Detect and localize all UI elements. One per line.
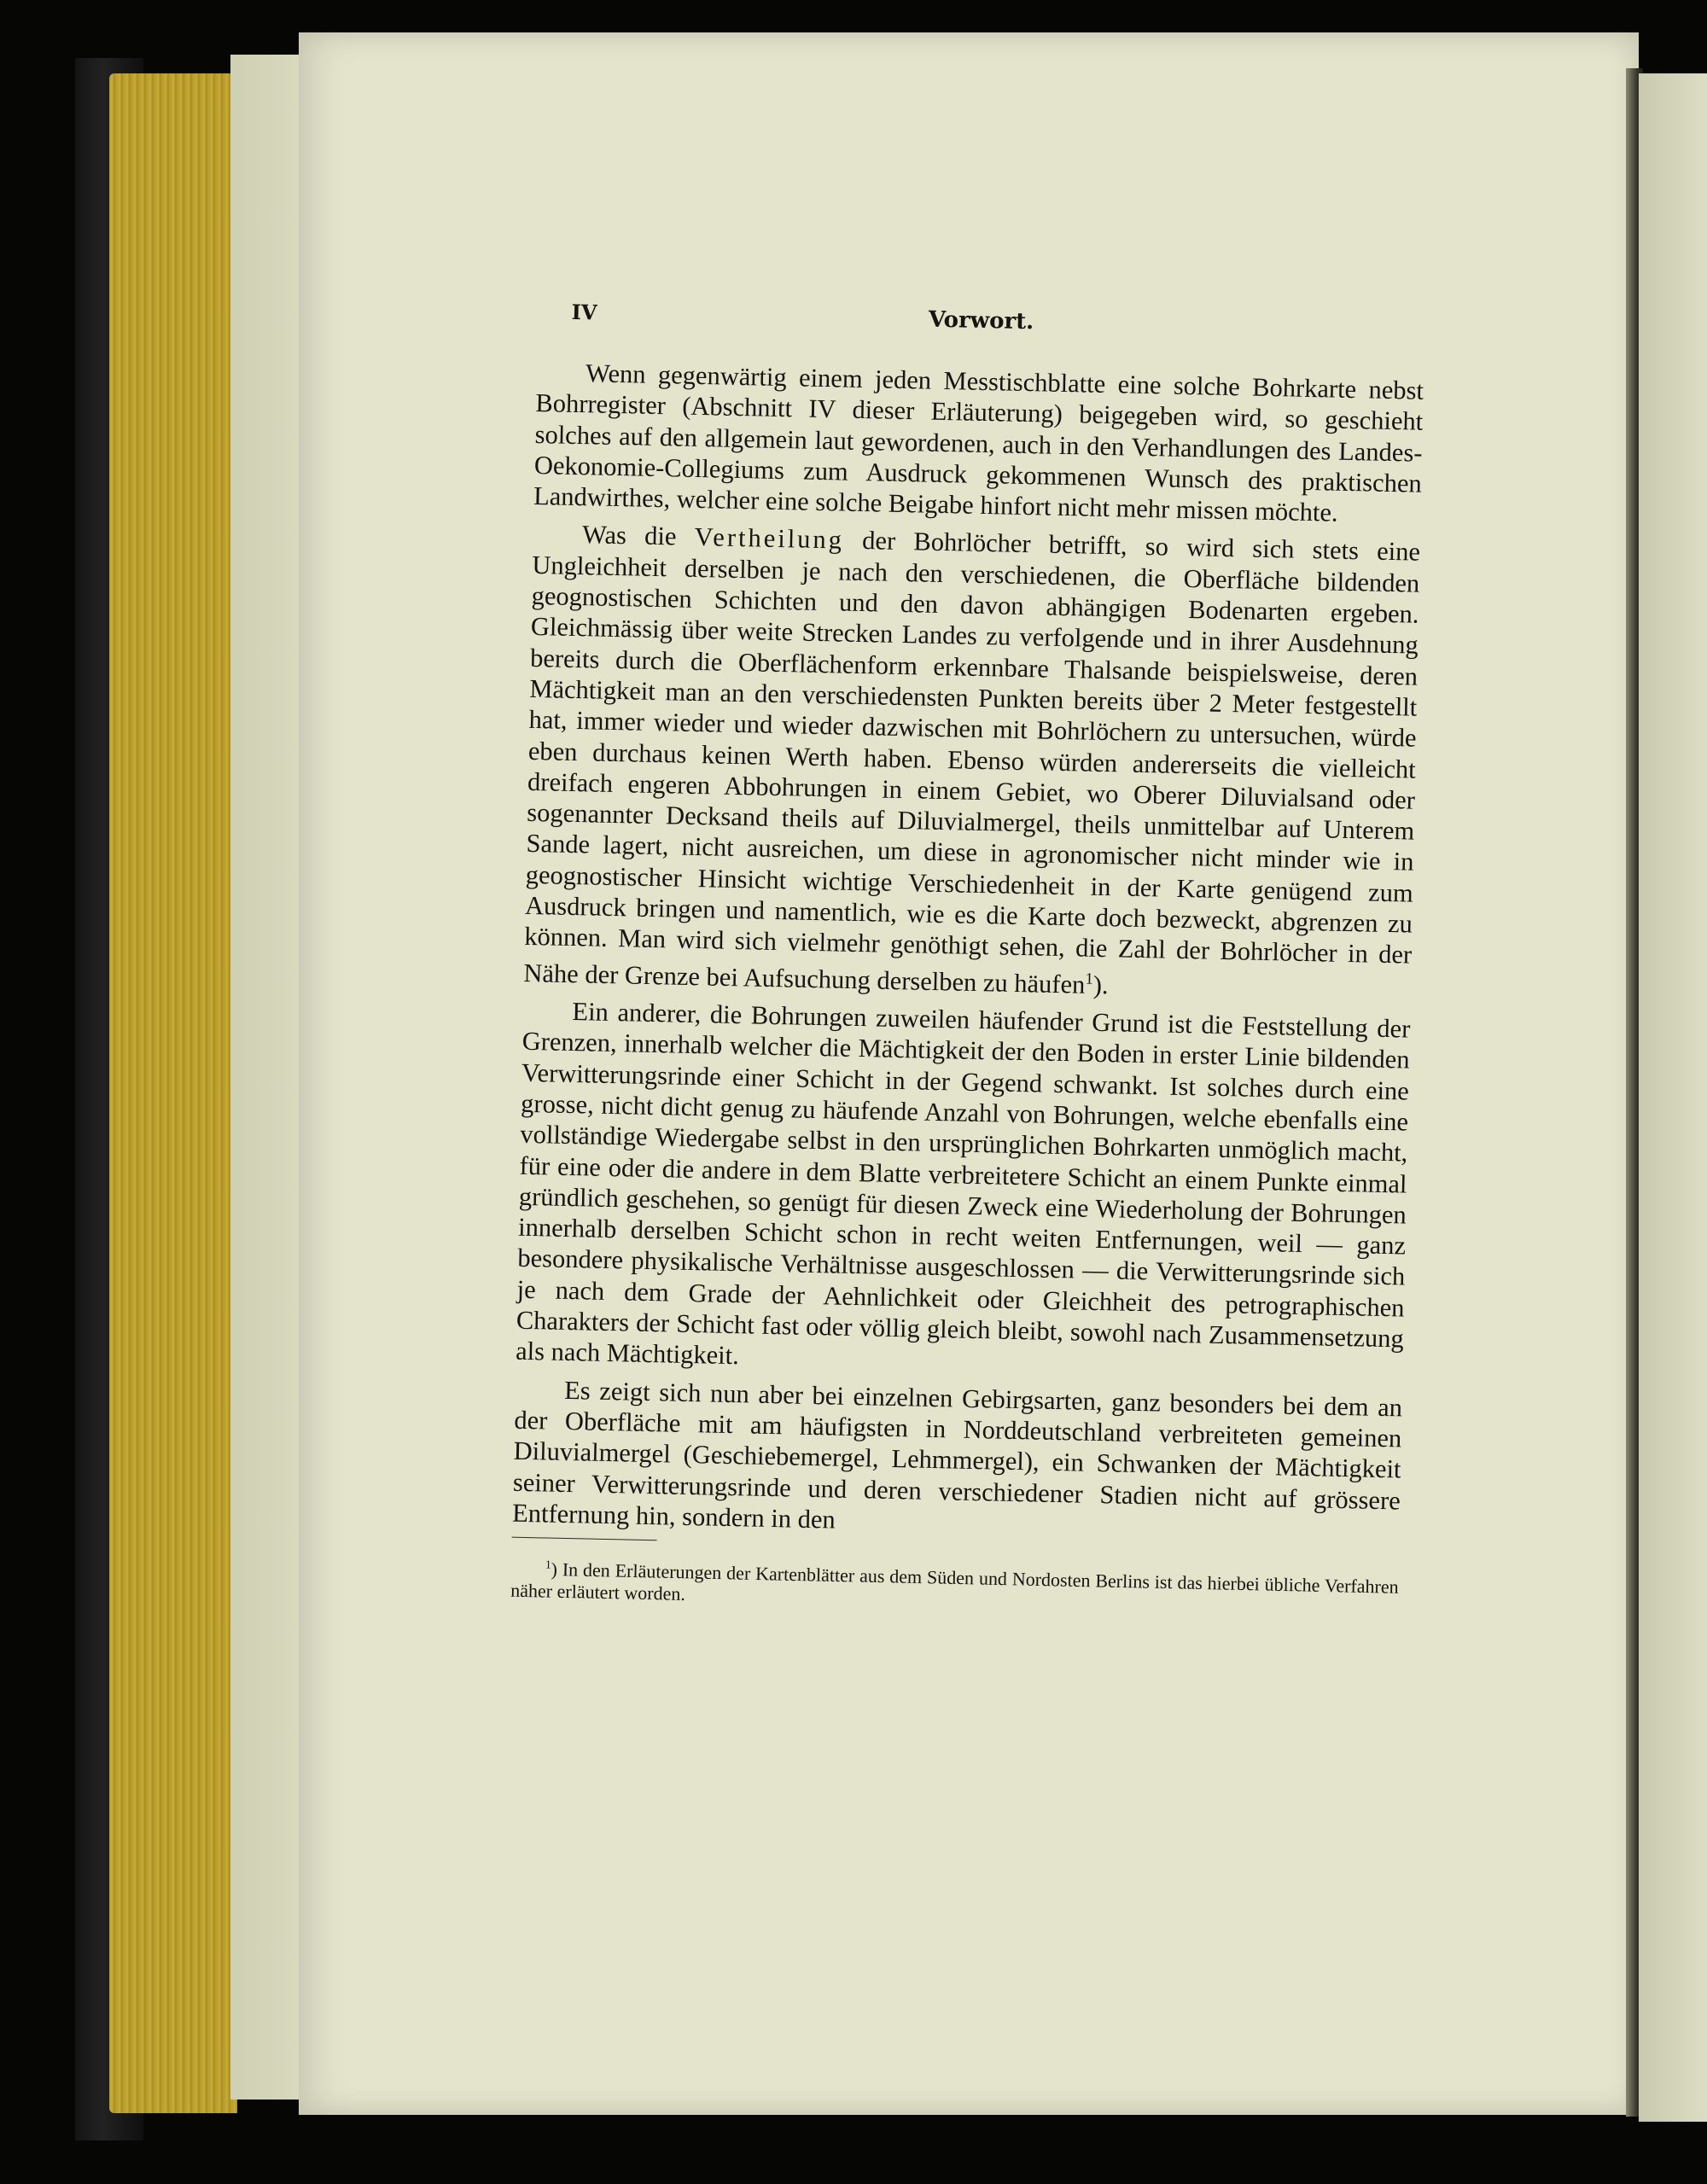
paragraph-2-lead: Was die — [581, 520, 696, 552]
footnote-mark-suffix: ) — [551, 1558, 558, 1581]
gilt-page-edges — [109, 73, 237, 2113]
footnote-divider — [512, 1537, 657, 1541]
page-number: IV — [571, 299, 597, 325]
paragraph-2 — [523, 518, 1420, 1006]
paragraph-2-body: der Bohrlöcher betrifft, so wird sich stets eine Ungleichheit derselben je nach den verschiedenen, die Oberfläche bildenden geognostischen Schichten und den davon abhängigen Bodenarten ergeben. Gleichmässig über weite Strecken Landes zu verfolgende und in ihrer Ausdehnung bereits durch die Oberflächenform erkennbare Thalsande beispielsweise, deren Mächtigkeit man an den verschiedensten Punkten bereits über 2 Meter festgestellt hat, immer wieder und wieder dazwischen mit Bohrlöchern zu untersuchen, würde eben durchaus keinen Werth haben. Ebenso würden andererseits die vielleicht dreifach engeren Abbohrungen in einem Gebiet, wo Oberer Diluvialsand oder sogenannter Decksand theils auf Diluvialmergel, theils unmittelbar auf Unterem Sande lagert, nicht ausreichen, um diese in agronomischer nicht minder wie in geognostischer Hinsicht wichtige Verschiedenheit in der Karte genügend zum Ausdruck bringen und namentlich, wie es die Karte doch bezweckt, abgrenzen zu können. Man wird sich vielmehr genöthigt sehen, die Zahl der Bohrlöcher in der Nähe der Grenze bei Aufsuchung derselben zu häufen — [523, 526, 1421, 999]
page-title: Vorwort. — [928, 306, 1034, 335]
facing-page-edge — [1639, 73, 1707, 2122]
footnote-reference: 1 — [1085, 970, 1094, 988]
footnote-text: In den Erläuterungen der Kartenblätter aus dem Süden und Nordosten Berlins ist das hierbei übliche Verfahren näher erläutert worden. — [510, 1558, 1399, 1605]
paragraph-2-tail: ). — [1092, 970, 1109, 999]
page-text-block — [510, 299, 1425, 1621]
paragraph-1: Wenn gegenwärtig einem jeden Messtischblatte eine solche Bohrkarte nebst Bohrregister (Abschnitt IV dieser Erläuterung) beigegeben wird, so geschieht solches auf den allgemein laut gewordenen, auch in den Verhandlungen des Landes-Oekonomie-Collegiums zum Ausdruck gekommenen Wunsch des praktischen Landwirthes, welcher eine solche Beigabe hinfort nicht mehr missen möchte. — [533, 358, 1424, 527]
paragraph-4: Es zeigt sich nun aber bei einzelnen Gebirgsarten, ganz besonders bei dem an der Oberfläche mit am häufigsten in Norddeutschland verbreiteten gemeinen Diluvialmergel (Geschiebemergel, Lehmmergel), ein Schwanken der Mächtigkeit seiner Verwitterungsrinde und deren verschiedener Stadien nicht auf grössere Entfernung hin, sondern in den — [511, 1375, 1403, 1535]
footnote-mark: 1 — [545, 1558, 551, 1571]
emphasized-term: Vertheilung — [694, 522, 845, 556]
paragraph-3: Ein anderer, die Bohrungen zuweilen häufender Grund ist die Feststellung der Grenzen, innerhalb welcher die Mächtigkeit der den Boden in erster Linie bildenden Verwitterungsrinde einer Schicht in der Gegend schwankt. Ist solches durch eine grosse, nicht dicht genug zu häufende Anzahl von Bohrungen, welche ebenfalls eine vollständige Wiedergabe selbst in den ursprünglichen Bohrkarten unmöglich macht, für eine oder die andere in dem Blatte verbreitetere Schicht an einem Punkte einmal gründlich geschehen, so genügt für diesen Zweck eine Wiederholung der Bohrungen innerhalb derselben Schicht schon in recht weiten Entfernungen, weil — ganz besondere physikalische Verhältnisse ausgeschlossen — die Verwitterungsrinde sich je nach dem Grade der Aehnlichkeit oder Gleichheit des petrographischen Charakters der Schicht fast oder völlig gleich bleibt, sowohl nach Zusammensetzung als nach Mächtigkeit. — [515, 997, 1411, 1371]
